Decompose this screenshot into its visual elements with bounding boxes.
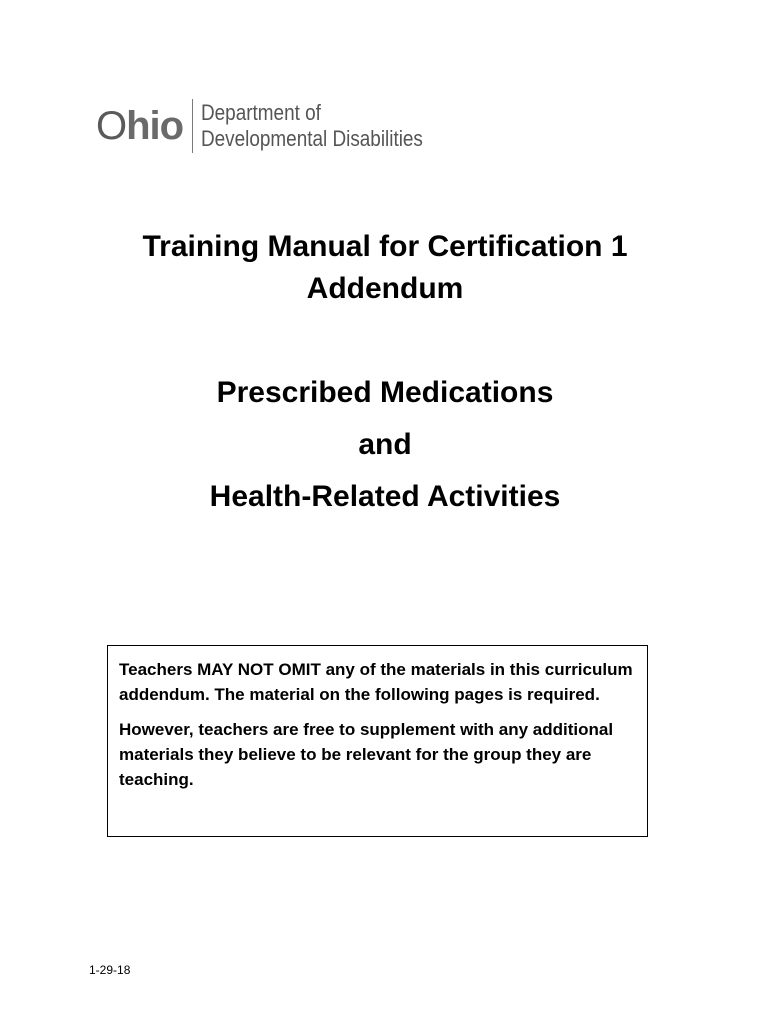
notice-box [107,645,648,837]
logo-department-text [201,100,423,152]
notice-paragraph-supplement: However, teachers are free to supplement with any additional materials they believe to be relevant for the group they are teaching. [119,720,614,789]
logo-line-2: Developmental Disabilities [201,126,424,151]
title-line-1: Training Manual for Certification 1 [142,230,628,263]
logo-divider [192,99,193,153]
logo-line-1: Department of [201,100,321,125]
title-line-2: Addendum [306,272,464,305]
ohio-dodd-logo [96,97,459,155]
notice-paragraph-required: Teachers MAY NOT OMIT any of the materials in this curriculum addendum. The material on the following pages is required. [119,660,633,704]
subtitle-line-2: and [358,428,412,461]
subtitle-line-1: Prescribed Medications [216,376,554,409]
footer-date: 1-29-18 [89,963,131,977]
subtitle-line-3: Health-Related Activities [209,480,561,513]
logo-wordmark: Ohio [96,104,184,148]
